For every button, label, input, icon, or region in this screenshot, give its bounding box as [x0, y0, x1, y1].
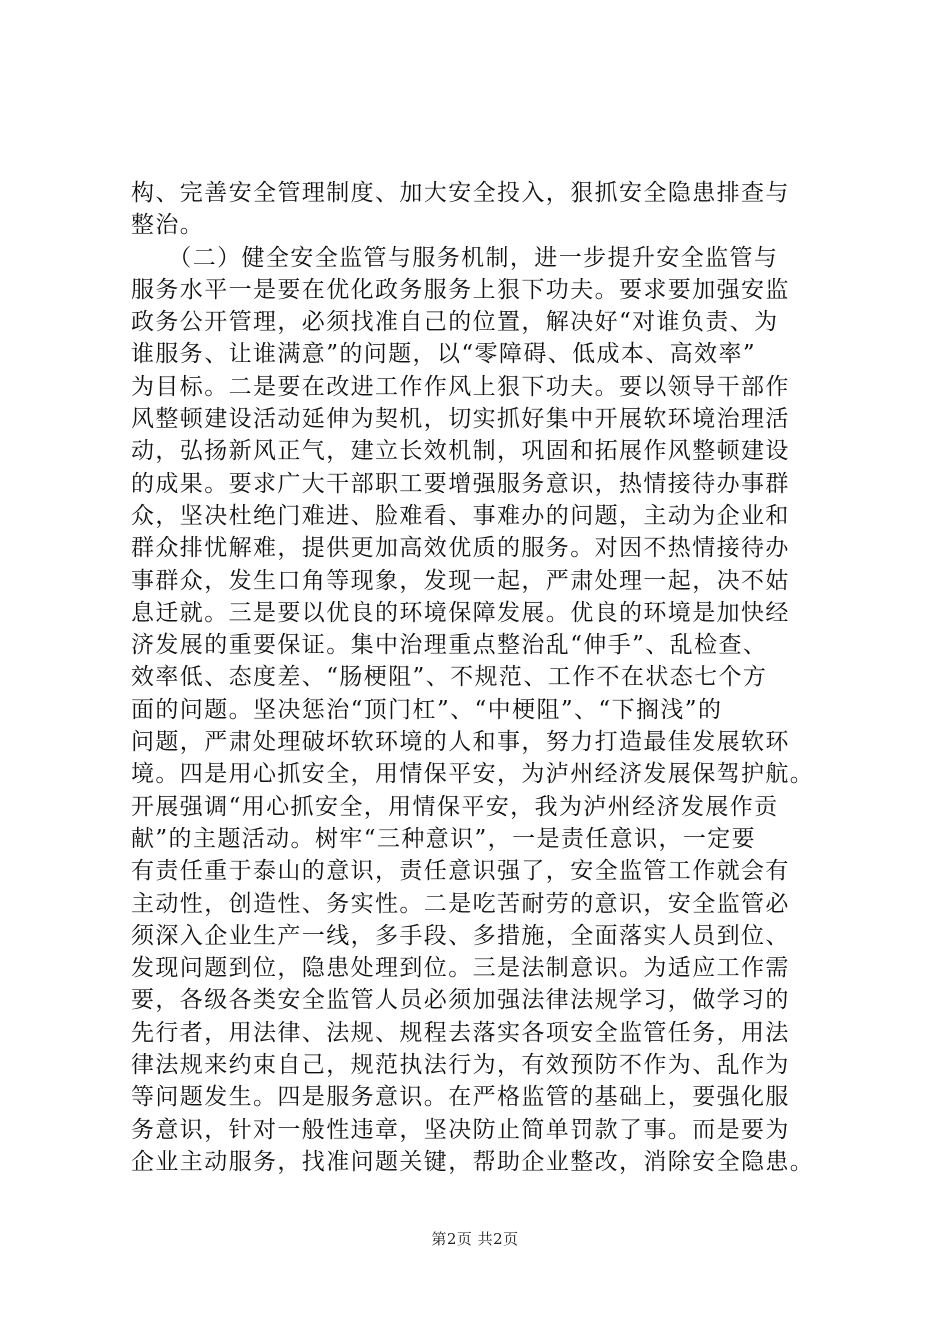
text-line: 服务水平一是要在优化政务服务上狠下功夫。要求要加强安监 — [131, 276, 790, 303]
text-line: 有责任重于泰山的意识，责任意识强了，安全监管工作就会有 — [131, 858, 790, 885]
text-line: 济发展的重要保证。集中治理重点整治乱“伸手”、乱检查、 — [131, 632, 768, 659]
text-line: 务意识，针对一般性违章，坚决防止简单罚款了事。而是要为 — [131, 1116, 790, 1143]
text-line: 要，各级各类安全监管人员必须加强法律法规学习，做学习的 — [131, 987, 790, 1014]
page-footer — [0, 1228, 950, 1249]
text-line: 的成果。要求广大干部职工要增强服务意识，热情接待办事群 — [131, 470, 790, 497]
body-text — [131, 177, 831, 1178]
text-line: 动，弘扬新风正气，建立长效机制，巩固和拓展作风整顿建设 — [131, 438, 790, 465]
text-line: 境。四是用心抓安全，用情保平安，为泸州经济发展保驾护航。 — [131, 761, 815, 788]
text-line: 开展强调“用心抓安全，用情保平安，我为泸州经济发展作贡 — [131, 793, 779, 820]
text-line: 面的问题。坚决惩治“顶门杠”、“中梗阻”、“下搁浅”的 — [131, 696, 723, 723]
text-line: 整治。 — [131, 212, 205, 239]
text-line: 谁服务、让谁满意”的问题，以“零障碍、低成本、高效率” — [131, 341, 757, 368]
text-line: 构、完善安全管理制度、加大安全投入，狠抓安全隐患排查与 — [131, 180, 790, 206]
text-line: 须深入企业生产一线，多手段、多措施，全面落实人员到位、 — [131, 922, 790, 949]
text-line: 政务公开管理，必须找准自己的位置，解决好“对谁负责、为 — [131, 309, 779, 336]
text-line: （二）健全安全监管与服务机制，进一步提升安全监管与 — [131, 244, 779, 271]
text-line: 息迁就。三是要以优良的环境保障发展。优良的环境是加快经 — [131, 599, 790, 626]
text-line: 先行者，用法律、法规、规程去落实各项安全监管任务，用法 — [131, 1019, 790, 1046]
text-line: 律法规来约束自己，规范执法行为，有效预防不作为、乱作为 — [131, 1052, 790, 1079]
text-line: 效率低、态度差、“肠梗阻”、不规范、工作不在状态七个方 — [131, 664, 768, 691]
text-line: 企业主动服务，找准问题关键，帮助企业整改，消除安全隐患。 — [131, 1148, 815, 1175]
text-line: 等问题发生。四是服务意识。在严格监管的基础上，要强化服 — [131, 1084, 790, 1111]
text-line: 众，坚决杜绝门难进、脸难看、事难办的问题，主动为企业和 — [131, 502, 790, 529]
text-line: 主动性，创造性、务实性。二是吃苦耐劳的意识，安全监管必 — [131, 890, 790, 917]
text-line: 献”的主题活动。树牢“三种意识”，一是责任意识，一定要 — [131, 825, 757, 852]
text-line: 问题，严肃处理破坏软环境的人和事，努力打造最佳发展软环 — [131, 729, 790, 756]
text-line: 群众排忧解难，提供更加高效优质的服务。对因不热情接待办 — [131, 535, 790, 562]
text-line: 事群众，发生口角等现象，发现一起，严肃处理一起，决不姑 — [131, 567, 790, 594]
text-line: 为目标。二是要在改进工作作风上狠下功夫。要以领导干部作 — [131, 373, 790, 400]
page-number: 第2页 共2页 — [431, 1230, 519, 1248]
text-line: 风整顿建设活动延伸为契机，切实抓好集中开展软环境治理活 — [131, 406, 790, 433]
text-line: 发现问题到位，隐患处理到位。三是法制意识。为适应工作需 — [131, 955, 790, 982]
